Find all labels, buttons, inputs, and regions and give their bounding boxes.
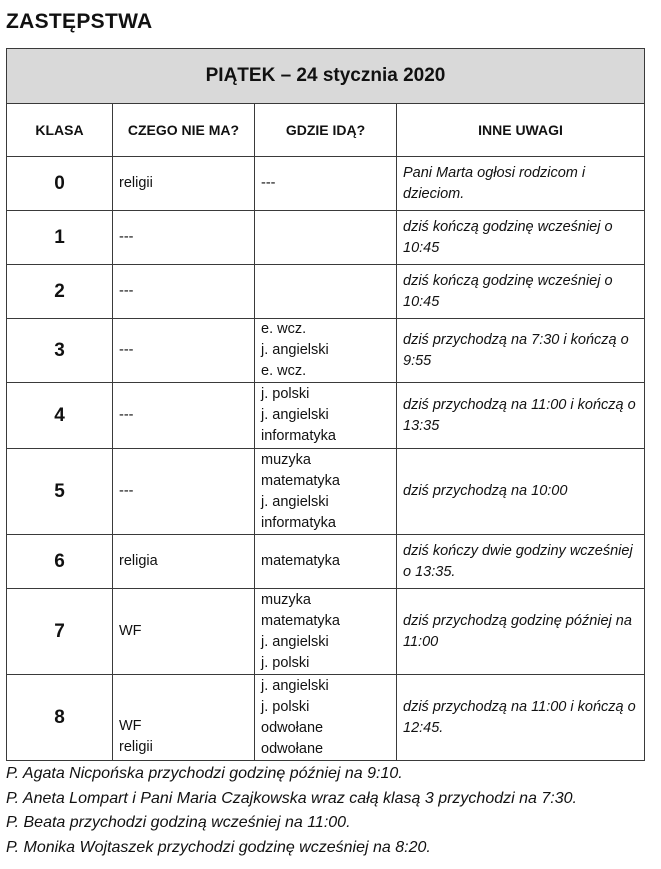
where-cell <box>255 675 397 761</box>
substitutions-table <box>6 48 645 761</box>
missing-cell <box>113 535 255 589</box>
notes-cell: Pani Marta ogłosi rodzicom i dzieciom. <box>397 157 645 211</box>
class-cell: 4 <box>7 383 113 449</box>
where-subject: e. wcz. <box>261 321 307 337</box>
where-cell <box>255 211 397 265</box>
footer-note: P. Aneta Lompart i Pani Maria Czajkowska wraz całą klasą 3 przychodzi na 7:30. <box>6 789 577 807</box>
missing-subject: --- <box>119 483 134 499</box>
day-header-row <box>7 49 645 104</box>
missing-cell <box>113 211 255 265</box>
where-subject: --- <box>261 175 276 191</box>
where-subject: muzyka <box>261 591 311 608</box>
table-row <box>7 265 645 319</box>
column-header-where: GDZIE IDĄ? <box>255 104 397 157</box>
class-cell: 5 <box>7 449 113 535</box>
notes-cell: dziś kończy dwie godziny wcześniej o 13:35. <box>397 535 645 589</box>
table-body <box>7 157 645 761</box>
footer-note: P. Agata Nicpońska przychodzi godzinę później na 9:10. <box>6 765 403 782</box>
column-header-notes: INNE UWAGI <box>397 104 645 157</box>
missing-subject: religii <box>119 739 153 755</box>
where-subject: muzyka <box>261 451 311 468</box>
where-subject: odwołane <box>261 740 324 757</box>
where-cell <box>255 265 397 319</box>
where-subject: j. polski <box>261 386 310 402</box>
missing-cell <box>113 265 255 319</box>
missing-cell <box>113 449 255 535</box>
where-subject: matematyka <box>261 472 340 489</box>
where-cell <box>255 383 397 449</box>
class-cell: 8 <box>7 675 113 761</box>
table-row <box>7 211 645 265</box>
where-cell <box>255 449 397 535</box>
where-subject: j. angielski <box>261 342 329 358</box>
footer-note: P. Monika Wojtaszek przychodzi godzinę wcześniej na 8:20. <box>6 838 431 856</box>
table-row <box>7 589 645 675</box>
where-subject: matematyka <box>261 553 340 569</box>
missing-subject: --- <box>119 342 134 358</box>
missing-subject: religia <box>119 553 158 569</box>
footer-note: P. Beata przychodzi godziną wcześniej na 11:00. <box>6 814 351 831</box>
missing-cell <box>113 319 255 383</box>
table-row <box>7 535 645 589</box>
notes-cell: dziś przychodzą na 7:30 i kończą o 9:55 <box>397 319 645 383</box>
where-subject: j. angielski <box>261 677 329 694</box>
where-cell <box>255 319 397 383</box>
where-subject: odwołane <box>261 719 324 736</box>
class-cell: 6 <box>7 535 113 589</box>
missing-cell <box>113 383 255 449</box>
page-title: ZASTĘPSTWA <box>6 10 153 33</box>
notes-cell: dziś przychodzą na 10:00 <box>397 449 645 535</box>
table-row <box>7 383 645 449</box>
notes-cell: dziś kończą godzinę wcześniej o 10:45 <box>397 265 645 319</box>
where-subject: informatyka <box>261 514 336 531</box>
class-cell: 2 <box>7 265 113 319</box>
where-subject: j. angielski <box>261 407 329 423</box>
notes-cell: dziś kończą godzinę wcześniej o 10:45 <box>397 211 645 265</box>
table-row <box>7 157 645 211</box>
class-cell: 3 <box>7 319 113 383</box>
where-subject: j. angielski <box>261 633 329 650</box>
where-subject: j. polski <box>261 698 310 715</box>
where-subject: informatyka <box>261 428 336 444</box>
day-header: PIĄTEK – 24 stycznia 2020 <box>7 49 645 104</box>
where-subject: j. angielski <box>261 493 329 510</box>
where-cell <box>255 535 397 589</box>
class-cell: 1 <box>7 211 113 265</box>
table-row <box>7 319 645 383</box>
where-subject: j. polski <box>261 654 310 671</box>
missing-subject: --- <box>119 283 134 299</box>
missing-cell <box>113 589 255 675</box>
notes-cell: dziś przychodzą na 11:00 i kończą o 12:45. <box>397 675 645 761</box>
footer-notes <box>6 762 656 860</box>
notes-cell: dziś przychodzą na 11:00 i kończą o 13:35 <box>397 383 645 449</box>
missing-subject: religii <box>119 175 153 191</box>
where-cell <box>255 157 397 211</box>
table-row <box>7 449 645 535</box>
where-subject: e. wcz. <box>261 363 307 379</box>
missing-subject: --- <box>119 407 134 423</box>
missing-subject: WF <box>119 718 142 734</box>
where-subject: matematyka <box>261 612 340 629</box>
missing-subject: WF <box>119 623 142 639</box>
column-header-klasa: KLASA <box>7 104 113 157</box>
missing-cell <box>113 675 255 761</box>
notes-cell: dziś przychodzą godzinę później na 11:00 <box>397 589 645 675</box>
table-row <box>7 675 645 761</box>
missing-cell <box>113 157 255 211</box>
class-cell: 7 <box>7 589 113 675</box>
column-header-row <box>7 104 645 157</box>
class-cell: 0 <box>7 157 113 211</box>
missing-subject: --- <box>119 229 134 245</box>
where-cell <box>255 589 397 675</box>
column-header-missing: CZEGO NIE MA? <box>113 104 255 157</box>
